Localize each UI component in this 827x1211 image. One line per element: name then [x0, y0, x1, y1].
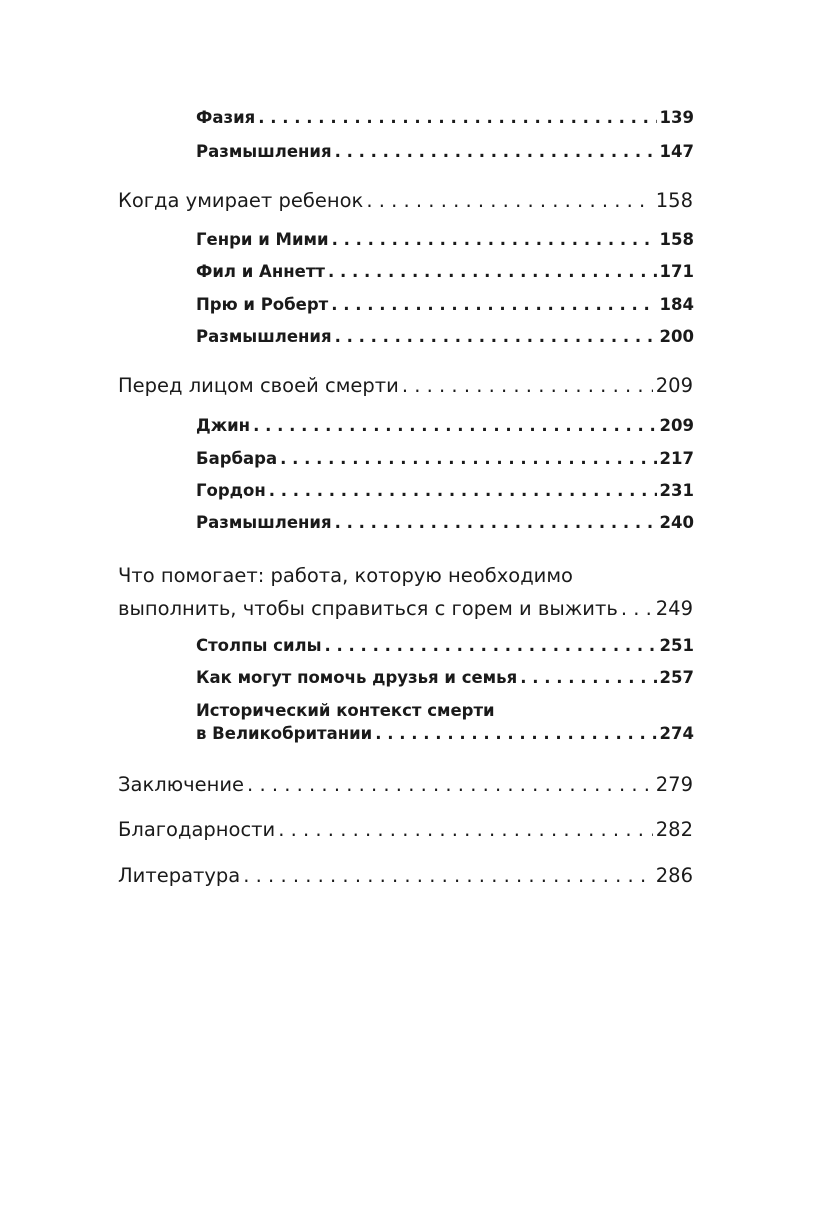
toc-entry-title: в Великобритании — [196, 724, 373, 743]
dot-leader — [280, 449, 656, 468]
dot-leader — [258, 108, 656, 127]
toc-entry-page: 257 — [659, 668, 694, 687]
toc-entry-title: Джин — [196, 416, 251, 435]
toc-chapter-title: Заключение — [118, 773, 245, 796]
toc-entry-title: Размышления — [196, 142, 332, 161]
toc-chapter-title: Перед лицом своей смерти — [118, 374, 399, 397]
toc-chapter[interactable] — [118, 773, 693, 796]
dot-leader — [325, 636, 657, 655]
toc-entry-page: 171 — [659, 262, 694, 281]
toc-chapter[interactable] — [118, 189, 693, 212]
dot-leader — [335, 327, 657, 346]
dot-leader — [278, 818, 653, 841]
dot-leader — [402, 374, 653, 397]
toc-entry-page: 231 — [659, 481, 694, 500]
toc-entry-title-line1: Исторический контекст смерти — [196, 701, 495, 720]
toc-chapter-page: 286 — [655, 864, 693, 887]
toc-entry[interactable] — [196, 449, 694, 468]
toc-entry[interactable] — [196, 142, 694, 161]
dot-leader — [375, 724, 656, 743]
toc-entry[interactable] — [196, 724, 694, 743]
toc-entry-page: 147 — [659, 142, 694, 161]
toc-entry-title: Как могут помочь друзья и семья — [196, 668, 518, 687]
toc-entry-title: Столпы силы — [196, 636, 322, 655]
dot-leader — [335, 142, 657, 161]
toc-entry-title: Фазия — [196, 108, 256, 127]
toc-entry-page: 217 — [659, 449, 694, 468]
dot-leader — [332, 230, 657, 249]
toc-entry-title: Генри и Мими — [196, 230, 329, 249]
dot-leader — [366, 189, 652, 212]
toc-entry-title: Прю и Роберт — [196, 295, 329, 314]
toc-chapter-title: выполнить, чтобы справиться с горем и выжить — [118, 597, 618, 620]
toc-entry-title: Барбара — [196, 449, 278, 468]
toc-chapter-page: 279 — [655, 773, 693, 796]
toc-entry-page: 139 — [659, 108, 694, 127]
toc-entry-page: 251 — [659, 636, 694, 655]
toc-chapter[interactable] — [118, 818, 693, 841]
toc-entry[interactable] — [196, 230, 694, 249]
toc-entry-page: 158 — [659, 230, 694, 249]
toc-entry-page: 184 — [659, 295, 694, 314]
toc-entry[interactable] — [196, 481, 694, 500]
toc-chapter-page: 209 — [655, 374, 693, 397]
toc-entry-page: 274 — [659, 724, 694, 743]
toc-entry-title: Фил и Аннетт — [196, 262, 325, 281]
dot-leader — [331, 295, 656, 314]
toc-chapter[interactable] — [118, 374, 693, 397]
dot-leader — [269, 481, 657, 500]
toc-entry[interactable] — [196, 327, 694, 346]
toc-entry-title: Размышления — [196, 513, 332, 532]
dot-leader — [335, 513, 657, 532]
toc-entry[interactable] — [196, 262, 694, 281]
toc-entry[interactable] — [196, 636, 694, 655]
toc-entry[interactable] — [196, 295, 694, 314]
dot-leader — [520, 668, 656, 687]
toc-chapter[interactable] — [118, 597, 693, 620]
toc-chapter-page: 249 — [655, 597, 693, 620]
toc-chapter-page: 282 — [655, 818, 693, 841]
toc-entry[interactable] — [196, 108, 694, 127]
dot-leader — [621, 597, 653, 620]
toc-entry-page: 209 — [659, 416, 694, 435]
toc-chapter-title-line1: Что помогает: работа, которую необходимо — [118, 564, 573, 587]
dot-leader — [243, 864, 653, 887]
toc-chapter-title: Литература — [118, 864, 241, 887]
dot-leader — [247, 773, 653, 796]
dot-leader — [253, 416, 656, 435]
toc-entry-title: Размышления — [196, 327, 332, 346]
toc-entry-page: 240 — [659, 513, 694, 532]
toc-entry[interactable] — [196, 668, 694, 687]
toc-chapter-title: Когда умирает ребенок — [118, 189, 364, 212]
toc-chapter[interactable] — [118, 864, 693, 887]
dot-leader — [328, 262, 657, 281]
toc-chapter-title: Благодарности — [118, 818, 276, 841]
toc-entry[interactable] — [196, 513, 694, 532]
toc-entry[interactable] — [196, 416, 694, 435]
toc-entry-title: Гордон — [196, 481, 266, 500]
toc-chapter-page: 158 — [655, 189, 693, 212]
toc-entry-page: 200 — [659, 327, 694, 346]
